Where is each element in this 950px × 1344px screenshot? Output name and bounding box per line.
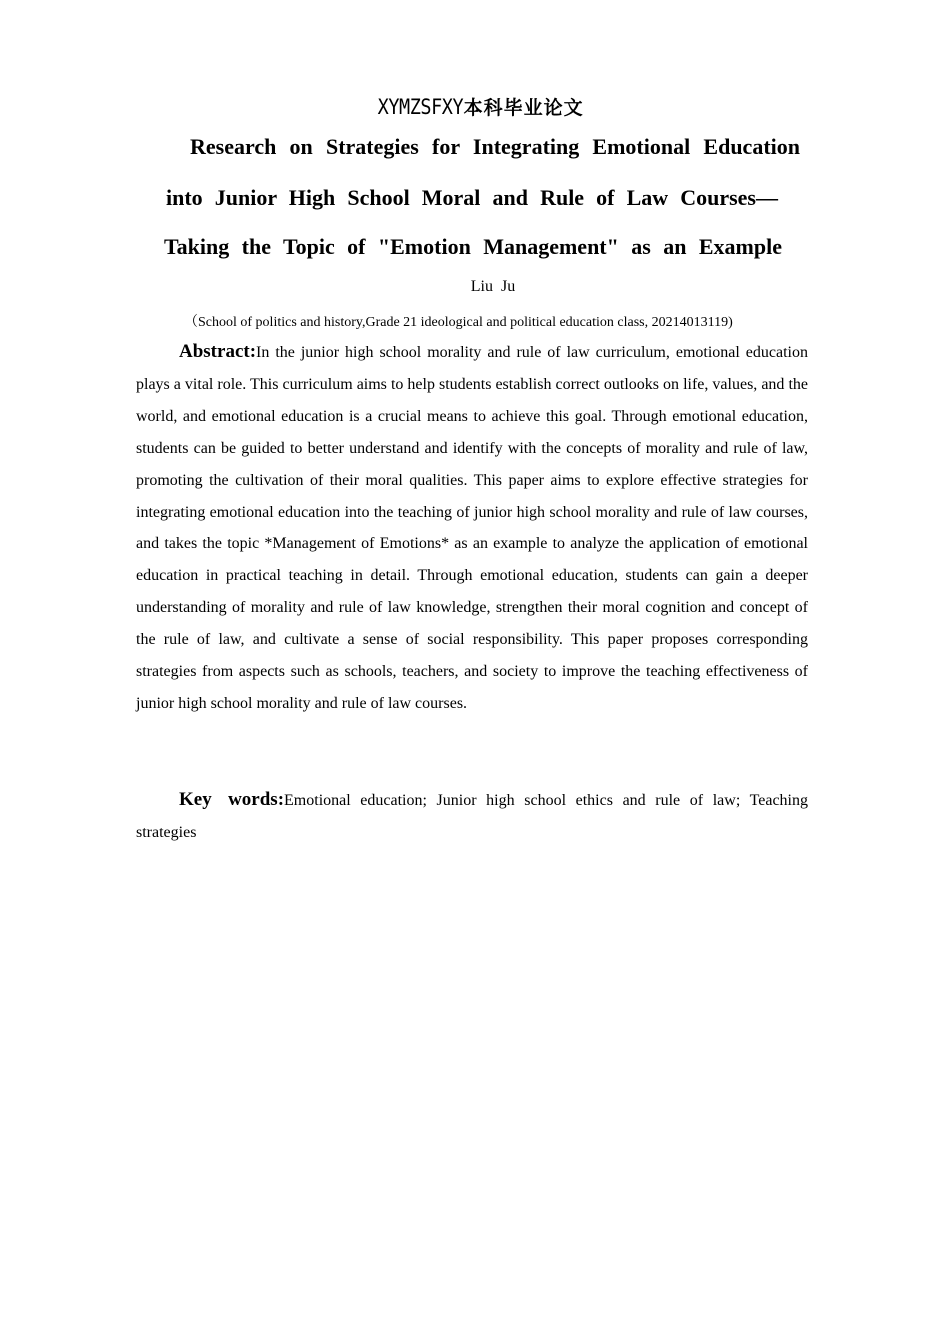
document-header [0, 92, 950, 123]
keywords-text: Emotional education; Junior high school ethics and rule of law; Teaching strategies [136, 792, 809, 841]
title-line-3: Taking the Topic of "Emotion Management" as an Example [164, 234, 782, 259]
title-line-2: into Junior High School Moral and Rule of Law Courses— [166, 185, 778, 210]
abstract-label: Abstract: [179, 341, 257, 362]
series-code: XYMZSFXY [378, 95, 464, 119]
abstract-paragraph [136, 336, 808, 720]
author-name: Liu Ju [470, 278, 516, 295]
abstract-text: In the junior high school morality and rule of law curriculum, emotional education plays a vital role. This curriculum aims to help students establish correct outlooks on life, values, and the world, and emotional education is a crucial means to achieve this goal. Through emotional education, students can be guided to better understand and identify with the concepts of morality and rule of law, promoting the cultivation of their moral qualities. This paper aims to explore effective strategies for integrating emotional education into the teaching of junior high school morality and rule of law courses, and takes the topic *Management of Emotions* as an example to analyze the application of emotional education in practical teaching in detail. Through emotional education, students can gain a deeper understanding of morality and rule of law knowledge, strengthen their moral cognition and concept of the rule of law, and cultivate a sense of social responsibility. This paper proposes corresponding strategies from aspects such as schools, teachers, and society to improve the teaching effectiveness of junior high school morality and rule of law courses. [136, 344, 808, 712]
keywords-paragraph [136, 784, 808, 848]
keywords-label: Key words: [179, 789, 285, 810]
document-type: 本科毕业论文 [463, 97, 584, 119]
author-affiliation: （School of politics and history,Grade 21 ideological and political education class, 20214013119) [184, 315, 733, 330]
title-line-1: Research on Strategies for Integrating Emotional Education [190, 134, 800, 159]
